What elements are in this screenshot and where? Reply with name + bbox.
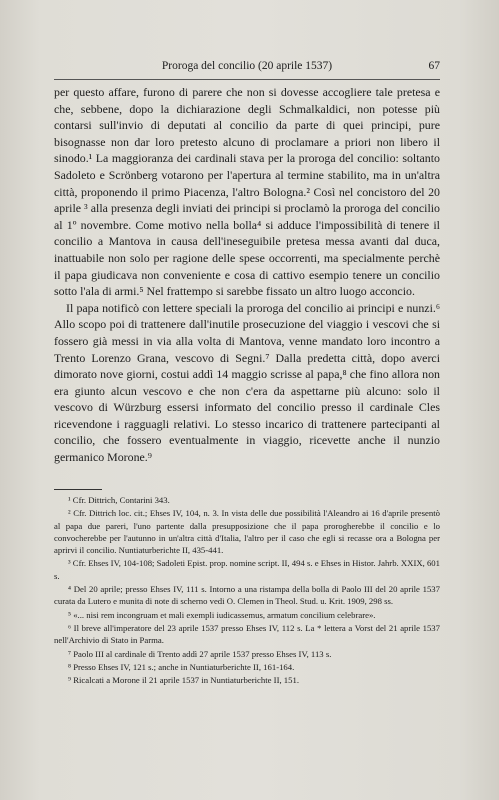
- footnote-rule: [54, 489, 102, 490]
- paragraph: per questo affare, furono di parere che non si dovesse accogliere tale pretesa e che, sebbene, dopo la dichiarazione degli Schmalkaldici, non potesse più contarsi sull'invio di deputati al concilio da parte di quei principi, pure bisognasse non dar loro pretesto alcuno di proclamare a priori non libero il sinodo.¹ La maggioranza dei cardinali stava per la proroga del concilio: soltanto Sadoleto e Scrönberg votarono per l'apertura al termine stabilito, ma in un'altra città, proponendo il primo Piacenza, l'altro Bologna.² Così nel concistoro del 20 aprile ³ alla presenza degli inviati dei principi si proclamò la proroga del concilio al 1º novembre. Come motivo nella bolla⁴ si adduce l'impossibilità di tenere il concilio a Mantova in causa dell'ineseguibile pretesa messa avanti dal duca, inattuabile non solo per ragione delle spese occorrenti, ma specialmente perchè il papa giudicava non conveniente e cosa di cattivo esempio tenere un concilio sotto l'ala di armi.⁵ Nel frattempo si sarebbe fissato un altro luogo acconcio.: [54, 85, 440, 299]
- footnote: ² Cfr. Dittrich loc. cit.; Ehses IV, 104, n. 3. In vista delle due possibilità l'Aleandro ai 16 d'aprile presentò al papa due pareri, l'uno partente dalla presupposizione che il papa prorogherebbe il concilio e lo convocherebbe per l'autunno in un'altra città d'Italia, l'altro per il caso che egli si recasse ora a Bologna per aprirvi il concilio. Nuntiaturberichte II, 435-441.: [54, 508, 440, 555]
- main-text: [54, 84, 440, 466]
- footnote: ⁴ Del 20 aprile; presso Ehses IV, 111 s. Intorno a una ristampa della bolla di Paolo III del 20 aprile 1537 curata da Lutero e munita di note di scherno vedi O. Clemen in Theol. Stud. u. Krit. 1909, 298 ss.: [54, 583, 440, 607]
- footnote: ⁵ «... nisi rem incongruam et mali exempli iudicassemus, armatum concilium celebrare».: [68, 609, 376, 620]
- footnote: ³ Cfr. Ehses IV, 104-108; Sadoleti Epist. prop. nomine script. II, 494 s. e Ehses in Histor. Jahrb. XXIX, 601 s.: [54, 558, 440, 581]
- header-rule: [54, 79, 440, 80]
- footnote: ⁸ Presso Ehses IV, 121 s.; anche in Nuntiaturberichte II, 161-164.: [68, 661, 295, 672]
- footnote: ⁹ Ricalcati a Morone il 21 aprile 1537 in Nuntiaturberichte II, 151.: [68, 675, 300, 686]
- footnotes: [54, 494, 440, 688]
- page-number: 67: [428, 60, 440, 72]
- paragraph: Il papa notificò con lettere speciali la proroga del concilio ai principi e nunzi.⁶ Allo scopo poi di trattenere dall'inutile prosecuzione del viaggio i vescovi che si fossero già messi in via alla volta di Mantova, venne mandato loro incontro a Trento Lorenzo Grana, vescovo di Segni.⁷ Dalla predetta città, dopo averci dimorato nove giorni, costui addì 14 maggio scrisse al papa,⁸ che fino allora non era giunto alcun vescovo e che non c'era da aspettarne più alcuno: solo il vescovo di Würzburg essersi informato del concilio presso il cardinale Cles ricevendone i ragguagli relativi. Lo stesso incarico di trattenere partecipanti al concilio, che fossero eventualmente in viaggio, ricevette anche il nunzio germanico Morone.⁹: [54, 300, 440, 465]
- running-title: Proroga del concilio (20 aprile 1537): [161, 60, 333, 72]
- footnote: ¹ Cfr. Dittrich, Contarini 343.: [68, 495, 170, 505]
- footnote: ⁶ Il breve all'imperatore del 23 aprile 1537 presso Ehses IV, 112 s. La * lettera a Vorst del 21 aprile 1537 nell'Archivio di Stato in Parma.: [54, 622, 440, 646]
- running-header: [54, 60, 440, 76]
- footnote: ⁷ Paolo III al cardinale di Trento addì 27 aprile 1537 presso Ehses IV, 113 s.: [68, 648, 332, 659]
